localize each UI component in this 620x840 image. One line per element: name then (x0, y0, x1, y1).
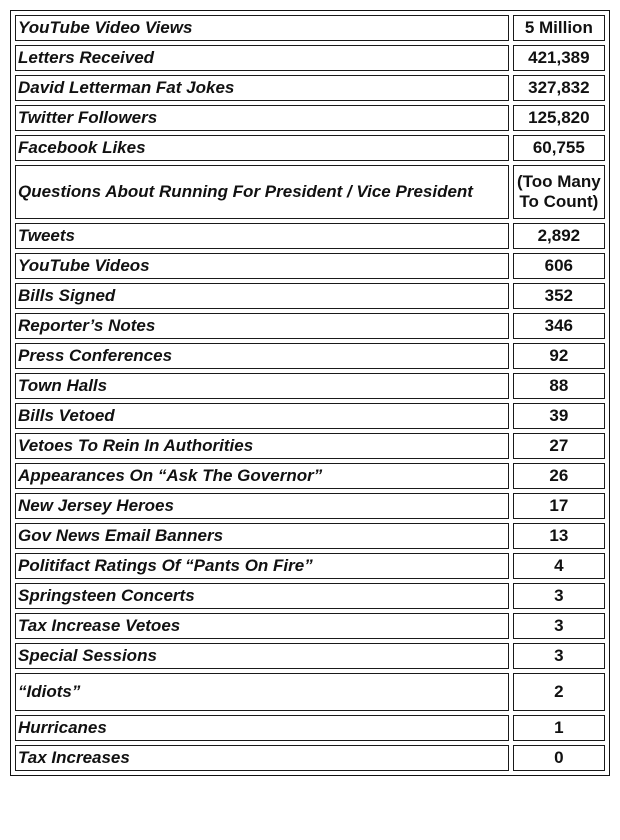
row-label: Questions About Running For President / Vice President (15, 165, 509, 219)
table-row (15, 313, 605, 339)
row-label: Springsteen Concerts (15, 583, 509, 609)
row-value: 606 (513, 253, 605, 279)
row-value: 3 (513, 643, 605, 669)
row-label: YouTube Videos (15, 253, 509, 279)
row-value: 421,389 (513, 45, 605, 71)
row-value: 39 (513, 403, 605, 429)
row-label: Bills Vetoed (15, 403, 509, 429)
row-label: Vetoes To Rein In Authorities (15, 433, 509, 459)
row-value: 60,755 (513, 135, 605, 161)
table-row (15, 673, 605, 711)
row-value: 27 (513, 433, 605, 459)
table-row (15, 553, 605, 579)
row-value: 352 (513, 283, 605, 309)
table-row (15, 253, 605, 279)
row-label: Facebook Likes (15, 135, 509, 161)
row-label: Gov News Email Banners (15, 523, 509, 549)
table-row (15, 403, 605, 429)
row-label: Twitter Followers (15, 105, 509, 131)
row-label: Hurricanes (15, 715, 509, 741)
table-row (15, 343, 605, 369)
row-value: 88 (513, 373, 605, 399)
row-value: 92 (513, 343, 605, 369)
row-value: 3 (513, 583, 605, 609)
table-row (15, 583, 605, 609)
table-row (15, 523, 605, 549)
row-value: 3 (513, 613, 605, 639)
table-row (15, 493, 605, 519)
row-label: Special Sessions (15, 643, 509, 669)
row-value: 1 (513, 715, 605, 741)
row-label: Tax Increases (15, 745, 509, 771)
row-value: 0 (513, 745, 605, 771)
table-row (15, 745, 605, 771)
row-label: Tweets (15, 223, 509, 249)
row-value: 13 (513, 523, 605, 549)
table-row (15, 15, 605, 41)
row-label: Letters Received (15, 45, 509, 71)
table-row (15, 715, 605, 741)
row-value: (Too Many To Count) (513, 165, 605, 219)
row-label: Press Conferences (15, 343, 509, 369)
row-label: YouTube Video Views (15, 15, 509, 41)
row-label: Appearances On “Ask The Governor” (15, 463, 509, 489)
table-row (15, 223, 605, 249)
stats-table (10, 10, 610, 776)
table-row (15, 135, 605, 161)
row-value: 327,832 (513, 75, 605, 101)
table-row (15, 643, 605, 669)
row-label: David Letterman Fat Jokes (15, 75, 509, 101)
row-label: Town Halls (15, 373, 509, 399)
table-row (15, 165, 605, 219)
row-value: 17 (513, 493, 605, 519)
table-row (15, 75, 605, 101)
row-label: Bills Signed (15, 283, 509, 309)
row-value: 2,892 (513, 223, 605, 249)
row-value: 5 Million (513, 15, 605, 41)
stats-table-body (15, 15, 605, 771)
table-row (15, 105, 605, 131)
table-row (15, 45, 605, 71)
row-label: New Jersey Heroes (15, 493, 509, 519)
row-value: 26 (513, 463, 605, 489)
row-label: Tax Increase Vetoes (15, 613, 509, 639)
row-value: 4 (513, 553, 605, 579)
table-row (15, 433, 605, 459)
table-row (15, 373, 605, 399)
row-value: 125,820 (513, 105, 605, 131)
row-value: 2 (513, 673, 605, 711)
row-label: “Idiots” (15, 673, 509, 711)
row-label: Reporter’s Notes (15, 313, 509, 339)
row-label: Politifact Ratings Of “Pants On Fire” (15, 553, 509, 579)
table-row (15, 613, 605, 639)
table-row (15, 463, 605, 489)
row-value: 346 (513, 313, 605, 339)
table-row (15, 283, 605, 309)
